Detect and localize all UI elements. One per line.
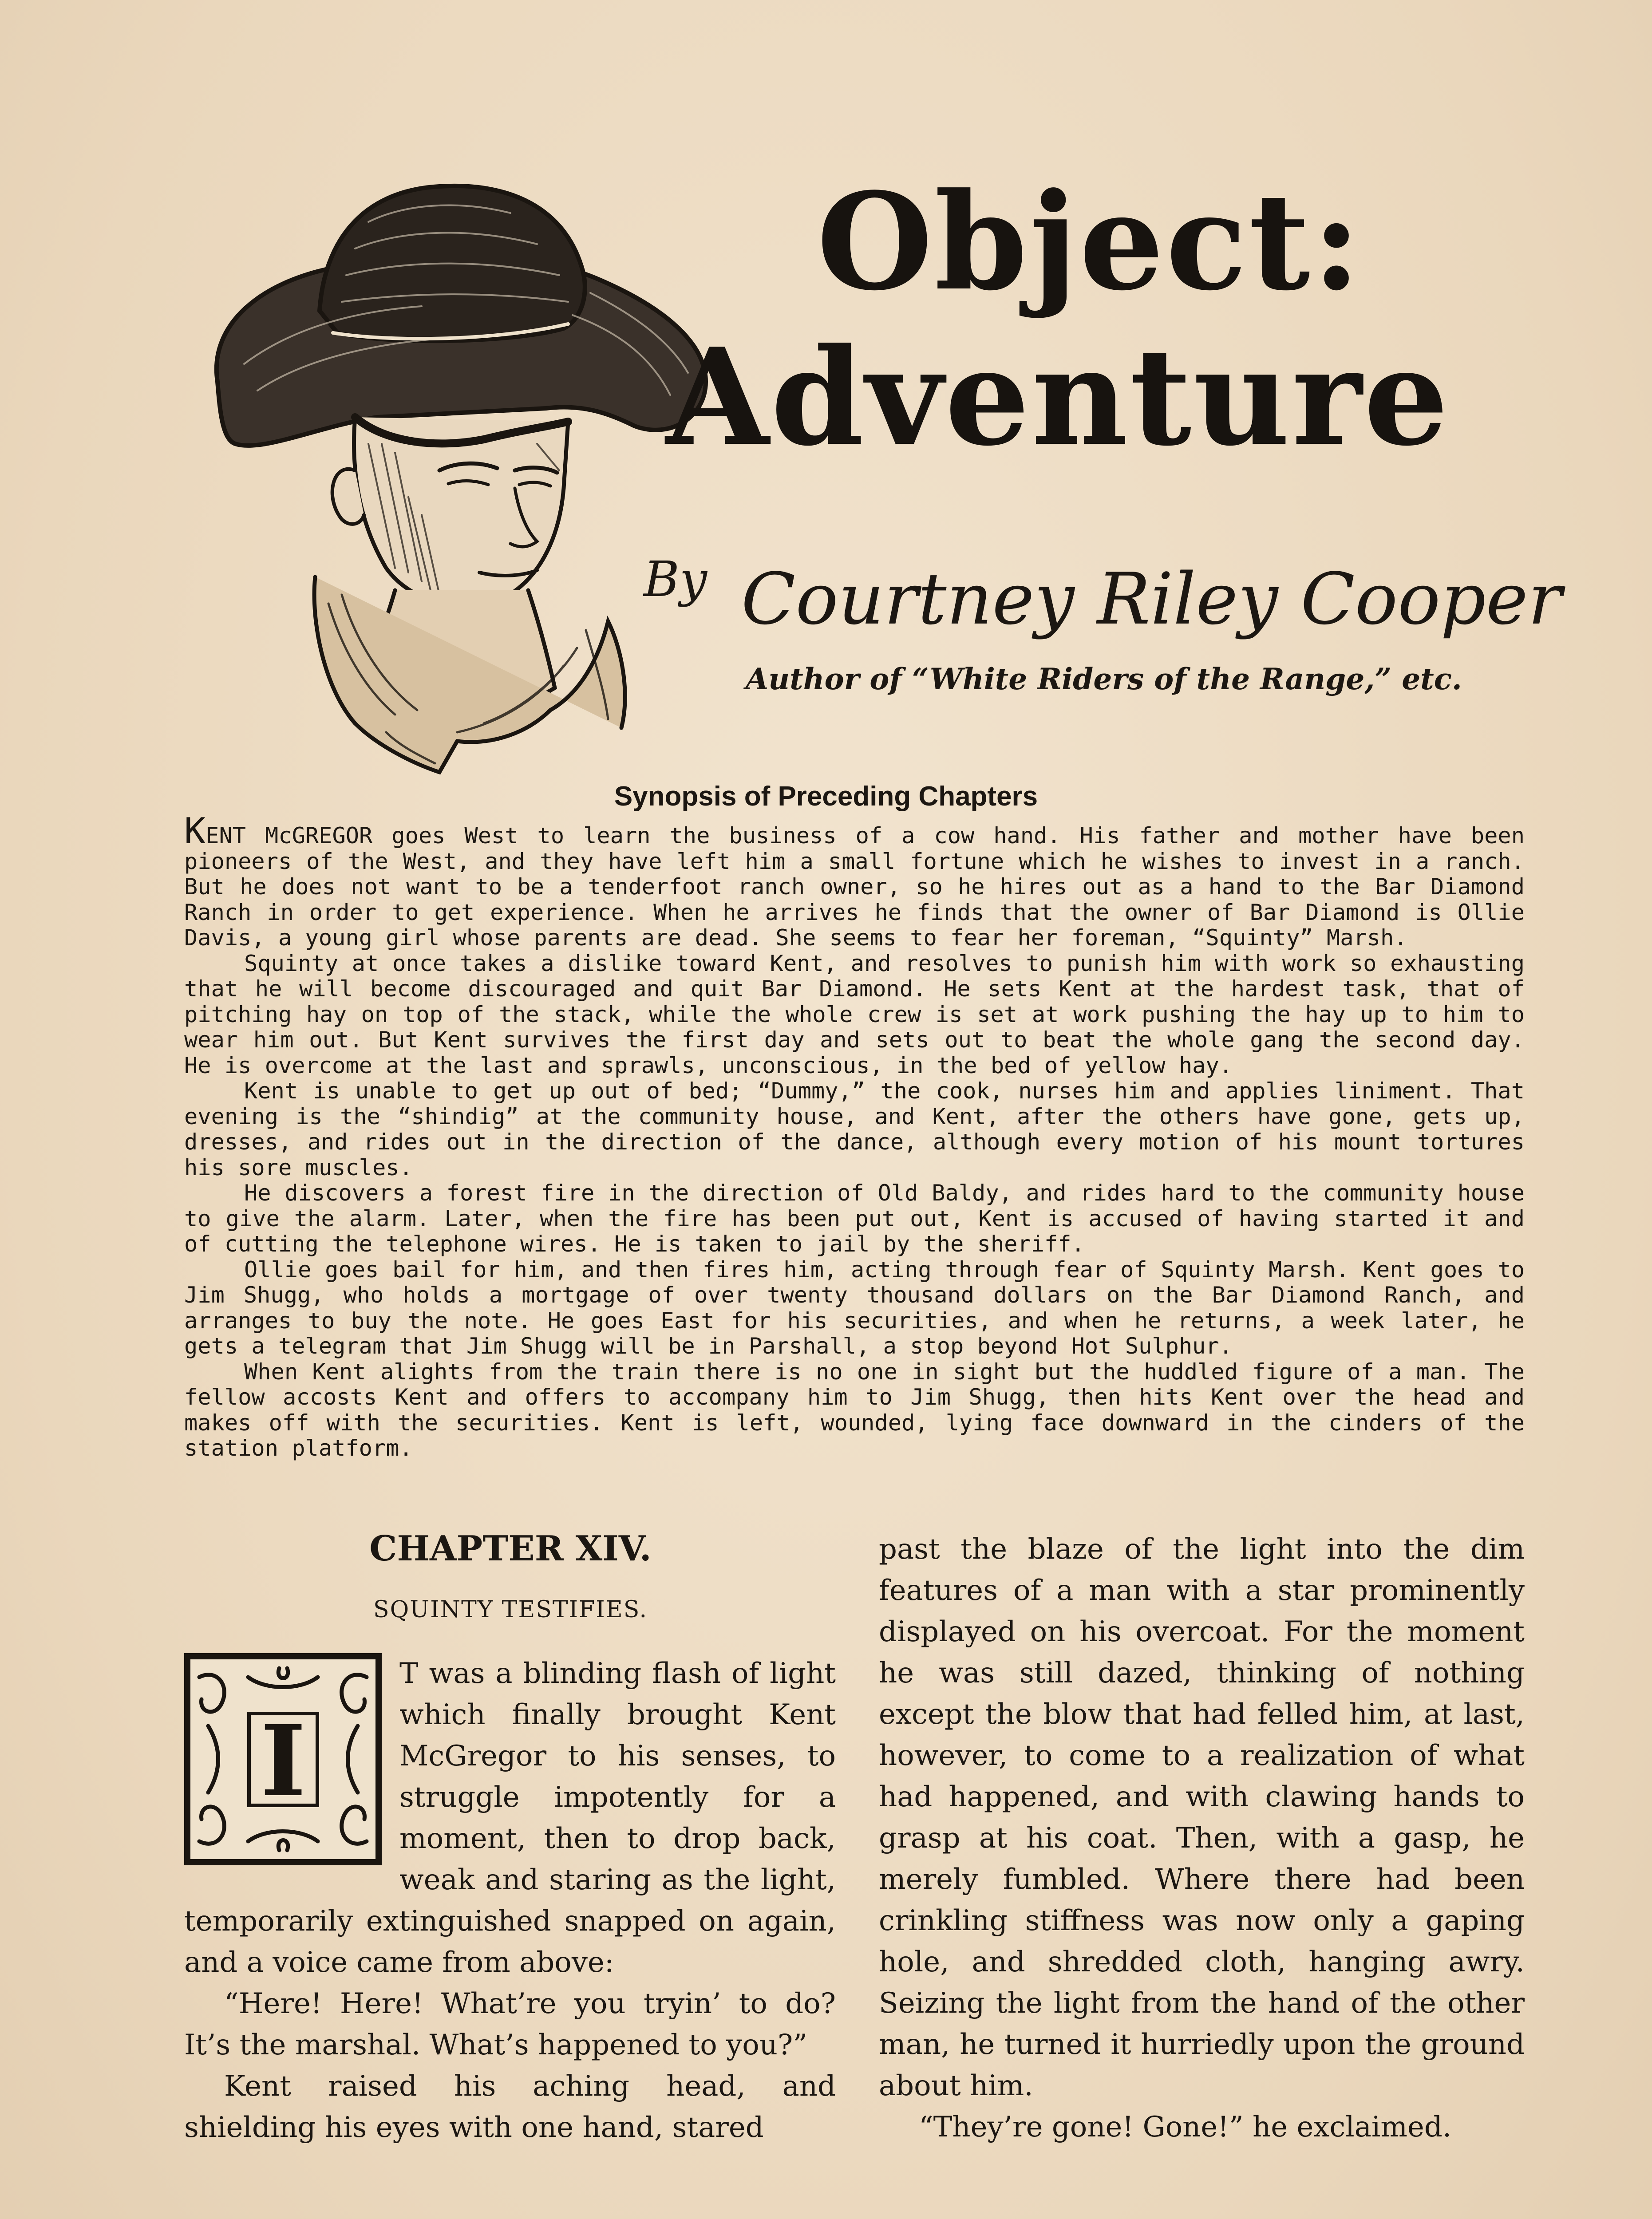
story-paragraph: “They’re gone! Gone!” he exclaimed. [919, 2111, 1452, 2144]
story-column-left [184, 1653, 836, 2148]
synopsis-paragraph: Kent is unable to get up out of bed; “Dummy,” the cook, nurses him and applies liniment. That evening is the “shindig” at the community house, and Kent, after the others have gone, gets up, dresses, and rides out in the direction of the dance, although every motion of his mount tortures his sore muscles. [184, 1078, 1525, 1181]
synopsis-initial: K [184, 810, 206, 852]
cowboy-portrait-illustration [209, 133, 719, 777]
story-paragraph: past the blaze of the light into the dim features of a man with a star prominently displayed on his overcoat. For the moment he was still dazed, thinking of nothing except the blow that had felled him, at last, however, to come to a realization of what had happened, and with clawing hands to grasp at his coat. Then, with a gasp, he merely fumbled. Where there had been crinkling stiffness was now only a gaping hole, and shredded cloth, hanging awry. Seizing the light from the hand of the other man, he turned it hurriedly upon the ground about him. [879, 1533, 1525, 2102]
story-title-line-1: Object: [817, 163, 1363, 320]
story-paragraph: Kent raised his aching head, and shielding his eyes with one hand, stared [184, 2070, 836, 2144]
synopsis-first-name: ENT [206, 822, 246, 849]
story-paragraph: “Here! Here! What’re you tryin’ to do? It’s the marshal. What’s happened to you?” [184, 1987, 836, 2061]
synopsis-paragraph: Squinty at once takes a dislike toward Kent, and resolves to punish him with work so exhausting that he will become discouraged and quit Bar Diamond. He sets Kent at the hardest task, that of pitching hay on top of the stack, while the whole crew is set at work pushing the hay up to him to wear him out. But Kent survives the first day and sets out to beat the whole gang the second day. He is overcome at the last and sprawls, unconscious, in the bed of yellow hay. [184, 950, 1525, 1078]
synopsis-paragraph: When Kent alights from the train there is no one in sight but the huddled figure of a man. The fellow accosts Kent and offers to accompany him to Jim Shugg, then hits Kent over the head and makes off with the securities. Kent is left, wounded, lying face downward in the cinders of the station platform. [184, 1358, 1525, 1461]
author-name: Courtney Riley Cooper [741, 557, 1562, 640]
story-column-right [879, 1529, 1525, 2148]
synopsis-paragraph: He discovers a forest fire in the direction of Old Baldy, and rides hard to the community house to give the alarm. Later, when the fire has been put out, Kent is accused of having started it and of cutting the telephone wires. He is taken to jail by the sheriff. [184, 1180, 1525, 1257]
chapter-subheading: SQUINTY TESTIFIES. [373, 1596, 648, 1623]
author-credit: Author of “White Riders of the Range,” etc. [746, 662, 1462, 696]
story-paragraph: T was a blinding flash of light which finally brought Kent McGregor to his senses, to struggle impotently for a moment, then to drop back, weak and staring as the light, temporarily extinguished snapped on again, and a voice came from above: [184, 1657, 836, 1979]
synopsis-section [184, 810, 1525, 1461]
byline-prefix: By [644, 551, 707, 608]
synopsis-paragraph: Ollie goes bail for him, and then fires him, acting through fear of Squinty Marsh. Kent goes to Jim Shugg, who holds a mortgage of over twenty thousand dollars on the Bar Diamond Ranch, and arranges to buy the note. He goes East for his securities, and when he returns, a week later, he gets a telegram that Jim Shugg will be in Parshall, a stop beyond Hot Sulphur. [184, 1256, 1525, 1359]
story-title-line-2: Adventure [666, 319, 1450, 475]
synopsis-heading: Synopsis of Preceding Chapters [614, 781, 1038, 812]
chapter-heading: CHAPTER XIV. [369, 1528, 652, 1569]
drop-cap-letter: I [247, 1712, 319, 1807]
synopsis-surname: McGREGOR [265, 822, 373, 849]
synopsis-paragraph [184, 810, 1525, 951]
drop-cap-ornament [184, 1653, 382, 1865]
synopsis-first-text: goes West to learn the business of a cow hand. His father and mother have been pioneers of the West, and they have left him a small fortune which he wishes to invest in a ranch. But he does not want to be a tenderfoot ranch owner, so he hires out as a hand to the Bar Diamond Ranch in order to get experience. When he arrives he finds that the owner of Bar Diamond is Ollie Davis, a young girl whose parents are dead. She seems to fear her foreman, “Squinty” Marsh. [184, 822, 1525, 951]
